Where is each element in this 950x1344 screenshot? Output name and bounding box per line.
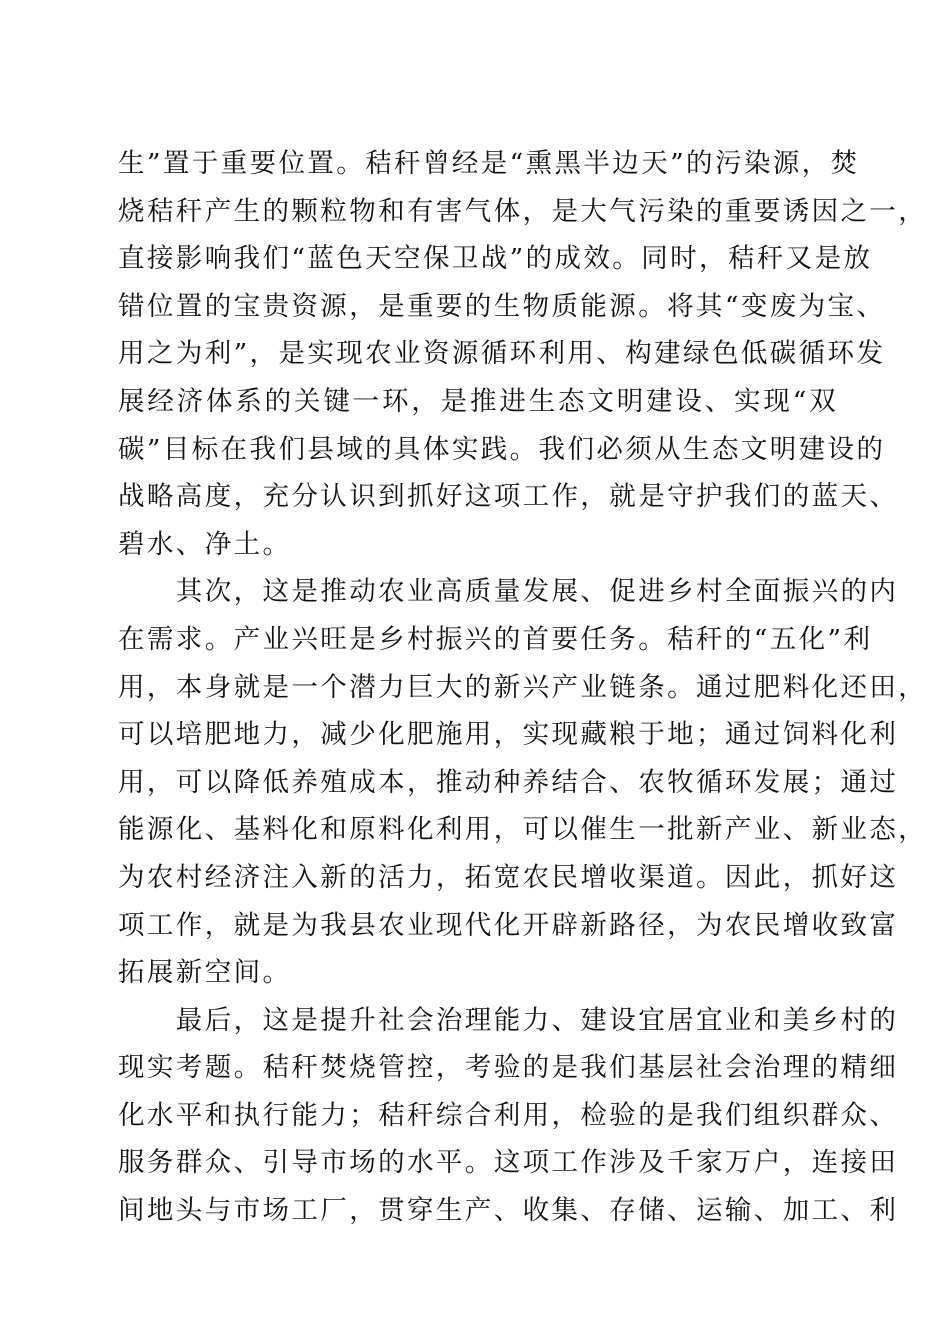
text-line: 拓展新空间。 [118,957,292,989]
text-line: 用，本身就是一个潜力巨大的新兴产业链条。通过肥料化还田， [118,671,928,703]
text-line: 战略高度，充分认识到抓好这项工作，就是守护我们的蓝天、 [118,481,899,513]
text-line: 展经济体系的关键一环，是推进生态文明建设、实现“双 [118,385,838,417]
text-line: 其次，这是推动农业高质量发展、促进乡村全面振兴的内 [118,576,899,608]
text-line: 可以培肥地力，减少化肥施用，实现藏粮于地；通过饲料化利 [118,719,899,751]
text-line: 用之为利”，是实现农业资源循环利用、构建绿色低碳循环发 [118,338,886,370]
text-line: 生”置于重要位置。秸秆曾经是“熏黑半边天”的污染源，焚 [118,148,860,179]
text-line: 错位置的宝贵资源，是重要的生物质能源。将其“变废为宝、 [118,290,886,322]
text-line: 服务群众、引导市场的水平。这项工作涉及千家万户，连接田 [118,1147,899,1179]
text-line: 项工作，就是为我县农业现代化开辟新路径，为农民增收致富 [118,909,899,941]
text-line: 烧秸秆产生的颗粒物和有害气体，是大气污染的重要诱因之一， [118,195,928,227]
text-line: 直接影响我们“蓝色天空保卫战”的成效。同时，秸秆又是放 [118,243,873,275]
text-line: 碳”目标在我们县域的具体实践。我们必须从生态文明建设的 [118,433,886,465]
text-line: 在需求。产业兴旺是乡村振兴的首要任务。秸秆的“五化”利 [118,623,873,655]
text-line: 最后，这是提升社会治理能力、建设宜居宜业和美乡村的 [118,1004,899,1036]
text-line: 间地头与市场工厂，贯穿生产、收集、存储、运输、加工、利 [118,1195,899,1227]
text-line: 为农村经济注入新的活力，拓宽农民增收渠道。因此，抓好这 [118,861,899,893]
text-line: 用，可以降低养殖成本，推动种养结合、农牧循环发展；通过 [118,766,899,798]
text-line: 碧水、净土。 [118,528,292,560]
text-line: 化水平和执行能力；秸秆综合利用，检验的是我们组织群众、 [118,1099,899,1131]
text-line: 现实考题。秸秆焚烧管控，考验的是我们基层社会治理的精细 [118,1052,899,1084]
body-text [118,140,928,1235]
text-line: 能源化、基料化和原料化利用，可以催生一批新产业、新业态， [118,814,928,846]
